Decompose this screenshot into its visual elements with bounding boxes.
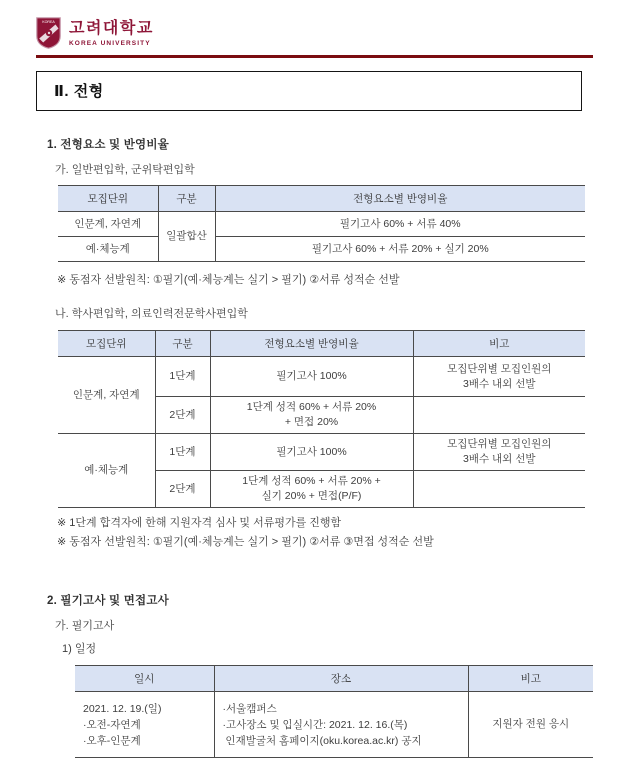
section1-sub-a-label: 가. 일반편입학, 군위탁편입학 [55, 164, 195, 176]
table-row [58, 434, 585, 471]
remark-cell-empty [413, 471, 585, 508]
page-title-box [36, 71, 582, 111]
col-header-unit: 모집단위 [58, 331, 155, 357]
admission-ratio-table-general [58, 185, 585, 262]
section2-sub-a-label: 가. 필기고사 [55, 620, 115, 632]
logo-text [69, 20, 154, 47]
stage-cell: 1단계 [155, 357, 210, 397]
ratio-line: 필기고사 100% [276, 445, 347, 458]
category-cell: 일괄합산 [158, 212, 215, 262]
col-header-remark: 비고 [468, 666, 593, 692]
ratio-cell: 필기고사 60% + 서류 40% [215, 212, 585, 237]
written-exam-schedule-table [75, 665, 593, 758]
remark-cell: 지원자 전원 응시 [468, 692, 593, 758]
table-row [58, 212, 585, 237]
remark-line: 모집단위별 모집인원의 [447, 362, 552, 375]
section1-heading: 1. 전형요소 및 반영비율 [47, 139, 169, 151]
ratio-cell [210, 357, 413, 397]
remark-cell [413, 434, 585, 471]
unit-cell: 인문계, 자연계 [58, 357, 155, 434]
datetime-cell [75, 692, 214, 758]
ratio-line: 1단계 성적 60% + 서류 20% + [242, 475, 381, 487]
stage1-screening-note: ※ 1단계 합격자에 한해 지원자격 심사 및 서류평가를 진행함 [57, 517, 342, 529]
ratio-line: + 면접 20% [284, 416, 339, 428]
ratio-cell [210, 434, 413, 471]
table-header-row [58, 331, 585, 357]
datetime-line: 2021. 12. 19.(일) [83, 702, 162, 715]
col-header-ratio: 전형요소별 반영비율 [215, 186, 585, 212]
university-name-korean: 고려대학교 [69, 19, 154, 37]
tie-breaker-note: ※ 동점자 선발원칙: ①필기(예·체능계는 실기 > 필기) ②서류 성적순 선발 [57, 274, 400, 286]
table-header-row [75, 666, 593, 692]
place-line: 인재발굴처 홈페이지(oku.korea.ac.kr) 공지 [222, 734, 422, 747]
ratio-cell [210, 471, 413, 508]
university-name-english: KOREA UNIVERSITY [69, 39, 151, 47]
col-header-unit: 모집단위 [58, 186, 158, 212]
admission-ratio-table-bachelor [58, 330, 585, 508]
remark-line: 모집단위별 모집인원의 [447, 438, 552, 450]
datetime-line: ·오전-자연계 [83, 718, 141, 731]
stage-cell: 1단계 [155, 434, 210, 471]
col-header-remark: 비고 [413, 331, 585, 357]
table-header-row [58, 186, 585, 212]
ratio-line: 실기 20% + 면접(P/F) [261, 490, 362, 502]
ratio-cell: 필기고사 60% + 서류 20% + 실기 20% [215, 237, 585, 262]
table-row [75, 692, 593, 758]
unit-cell: 예·체능계 [58, 237, 158, 262]
schedule-item-label: 1) 일정 [62, 643, 97, 655]
unit-cell: 인문계, 자연계 [58, 212, 158, 237]
ratio-cell [210, 397, 413, 434]
ratio-line: 필기고사 100% [276, 370, 347, 382]
remark-line: 3배수 내외 선발 [462, 453, 536, 465]
stage-cell: 2단계 [155, 471, 210, 508]
col-header-stage: 구분 [155, 331, 210, 357]
col-header-place: 장소 [214, 666, 468, 692]
place-cell [214, 692, 468, 758]
crest-text: KOREA [42, 20, 55, 25]
stage-cell: 2단계 [155, 397, 210, 434]
remark-cell-empty [413, 397, 585, 434]
university-logo [36, 16, 593, 50]
remark-cell [413, 357, 585, 397]
col-header-ratio: 전형요소별 반영비율 [210, 331, 413, 357]
tie-breaker-note: ※ 동점자 선발원칙: ①필기(예·체능계는 실기 > 필기) ②서류 ③면접 성적순 선발 [57, 536, 434, 548]
col-header-category: 구분 [158, 186, 215, 212]
remark-line: 3배수 내외 선발 [462, 377, 536, 390]
datetime-line: ·오후-인문계 [83, 734, 141, 747]
ratio-line: 1단계 성적 60% + 서류 20% [246, 401, 377, 413]
page-title: Ⅱ. 전형 [54, 83, 104, 100]
place-line: ·고사장소 및 입실시간: 2021. 12. 16.(목) [222, 718, 408, 731]
col-header-datetime: 일시 [75, 666, 214, 692]
table-row [58, 237, 585, 262]
table-row [58, 357, 585, 397]
header-divider [36, 55, 593, 58]
place-line: ·서울캠퍼스 [222, 702, 277, 715]
unit-cell: 예·체능계 [58, 434, 155, 508]
section1-sub-b-label: 나. 학사편입학, 의료인력전문학사편입학 [55, 308, 248, 320]
university-crest-icon [36, 17, 61, 49]
section2-heading: 2. 필기고사 및 면접고사 [47, 595, 169, 607]
